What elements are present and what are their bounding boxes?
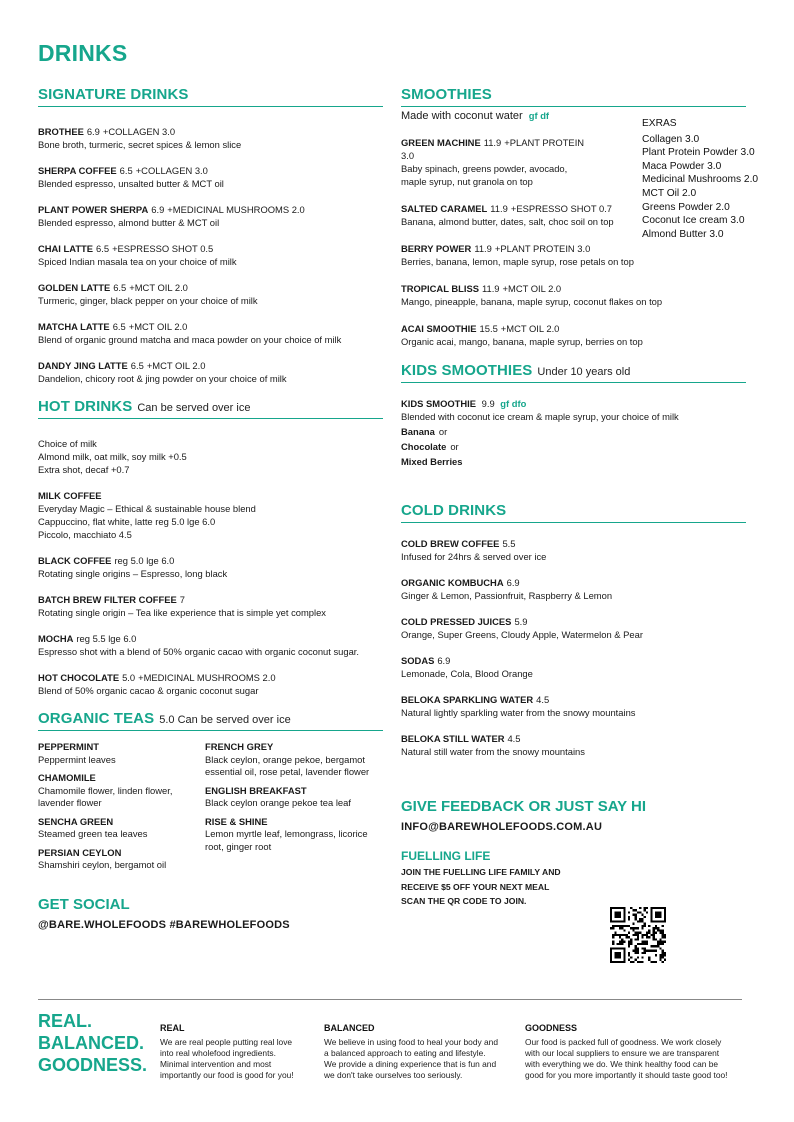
social-title: GET SOCIAL <box>38 895 130 913</box>
item-name: ACAI SMOOTHIE <box>401 323 477 334</box>
value-line: importantly our food is good for you! <box>160 1070 294 1080</box>
milk-coffee-name: MILK COFFEE <box>38 490 102 501</box>
tea-item <box>38 816 205 841</box>
menu-item <box>38 203 383 229</box>
kids-tags: gf dfo <box>500 398 527 409</box>
kids-option-name: Banana <box>401 426 435 437</box>
item-price: 6.5 <box>96 243 110 254</box>
item-price: 6.5 <box>119 165 133 176</box>
fuelling-title: FUELLING LIFE <box>401 849 491 863</box>
extras-item: Maca Powder 3.0 <box>642 160 722 172</box>
kids-title: KIDS SMOOTHIES <box>401 362 533 379</box>
item-extra: +MCT OIL 2.0 <box>129 282 188 293</box>
item-desc: Natural lightly sparkling water from the snowy mountains <box>401 707 636 718</box>
value-line: into real wholefood ingredients. <box>160 1048 276 1058</box>
item-desc: Espresso shot with a blend of 50% organic cacao with organic coconut sugar. <box>38 646 360 657</box>
item-price: 11.9 <box>483 137 502 148</box>
item-desc: Berries, banana, lemon, maple syrup, rose petals on top <box>401 256 634 267</box>
milk-line: Choice of milk <box>38 438 97 449</box>
item-name: BERRY POWER <box>401 243 472 254</box>
item-price: 11.9 <box>474 243 492 254</box>
item-name: TROPICAL BLISS <box>401 283 479 294</box>
social-block <box>38 896 383 931</box>
menu-item <box>38 164 383 190</box>
menu-item <box>401 693 746 719</box>
item-desc: Rotating single origin – Tea like experience that is simple yet complex <box>38 607 326 618</box>
milk-coffee-line: Cappuccino, flat white, latte reg 5.0 lge 6.0 <box>38 516 216 527</box>
signature-list <box>38 125 383 385</box>
hot-note: Can be served over ice <box>137 402 251 414</box>
item-desc: Banana, almond butter, dates, salt, choc soil on top <box>401 216 614 227</box>
item-price: 6.9 <box>506 577 520 588</box>
value-line: Our food is packed full of goodness. We work closely <box>525 1037 722 1047</box>
item-desc: Ginger & Lemon, Passionfruit, Raspberry & Lemon <box>401 590 613 601</box>
kids-item <box>401 397 746 469</box>
value-line: we don't take ourselves too seriously. <box>324 1070 463 1080</box>
hot-list <box>38 554 383 697</box>
kids-option-name: Chocolate <box>401 441 447 452</box>
item-desc: Blend of organic ground matcha and maca powder on your choice of milk <box>38 334 342 345</box>
qr-code-icon[interactable] <box>610 907 666 963</box>
menu-item <box>401 576 746 602</box>
fuelling-block <box>401 849 746 909</box>
milk-coffee <box>38 489 383 541</box>
item-price: reg 5.0 lge 6.0 <box>114 555 175 566</box>
item-name: BELOKA STILL WATER <box>401 733 505 744</box>
item-desc: Lemonade, Cola, Blood Orange <box>401 668 533 679</box>
teas-left-column <box>38 741 205 878</box>
item-name: DANDY JING LATTE <box>38 360 128 371</box>
item-price: 7 <box>179 594 185 605</box>
tea-item <box>205 741 372 779</box>
kids-option-name: Mixed Berries <box>401 456 463 467</box>
item-price: 11.9 <box>490 203 508 214</box>
tea-desc: Chamomile flower, linden flower, lavender flower <box>38 784 173 808</box>
item-desc: Turmeric, ginger, black pepper on your choice of milk <box>38 295 258 306</box>
item-extra: +MEDICINAL MUSHROOMS 2.0 <box>167 204 305 215</box>
kids-option-sep: or <box>450 441 459 452</box>
value-line: Minimal intervention and most <box>160 1059 272 1069</box>
value-line: a balanced approach to eating and lifestyle. <box>324 1048 486 1058</box>
tea-name: FRENCH GREY <box>205 741 274 752</box>
milk-line: Extra shot, decaf +0.7 <box>38 464 130 475</box>
item-extra: +ESPRESSO SHOT 0.5 <box>112 243 214 254</box>
value-line: with our local suppliers to ensure we are transparent <box>525 1048 720 1058</box>
item-price: 5.9 <box>514 616 528 627</box>
menu-item <box>38 671 383 697</box>
extras-item: Collagen 3.0 <box>642 133 700 145</box>
tea-desc: Peppermint leaves <box>38 753 116 765</box>
tea-desc: Steamed green tea leaves <box>38 828 148 839</box>
footer-tagline <box>38 1010 147 1076</box>
kids-header <box>401 362 746 383</box>
item-price: 6.9 <box>437 655 451 666</box>
extras-item: MCT Oil 2.0 <box>642 187 697 199</box>
kids-desc: Blended with coconut ice cream & maple syrup, your choice of milk <box>401 411 679 422</box>
menu-item <box>401 322 746 348</box>
menu-item <box>38 593 383 619</box>
item-extra: +MCT OIL 2.0 <box>146 360 206 371</box>
item-name: BATCH BREW FILTER COFFEE <box>38 594 177 605</box>
smoothies-title: SMOOTHIES <box>401 86 492 103</box>
item-desc: Blended espresso, unsalted butter & MCT oil <box>38 178 224 189</box>
item-price: 6.5 <box>130 360 144 371</box>
tea-desc: Shamshiri ceylon, bergamot oil <box>38 859 167 870</box>
item-extra: +MCT OIL 2.0 <box>500 323 560 334</box>
item-desc: Baby spinach, greens powder, avocado, maple syrup, nut granola on top <box>401 163 568 187</box>
tea-item <box>38 741 205 766</box>
item-extra: +PLANT PROTEIN 3.0 <box>494 243 591 254</box>
left-column <box>38 86 383 931</box>
fuelling-line: RECEIVE $5 OFF YOUR NEXT MEAL <box>401 881 550 892</box>
hot-title: HOT DRINKS <box>38 398 133 415</box>
kids-options <box>401 424 746 469</box>
extras-item: Medicinal Mushrooms 2.0 <box>642 174 759 186</box>
kids-option <box>401 439 746 454</box>
extras-list <box>642 117 758 241</box>
item-name: CHAI LATTE <box>38 243 94 254</box>
teas-header <box>38 710 383 731</box>
tagline-line: GOODNESS. <box>38 1055 148 1075</box>
menu-item <box>401 732 746 758</box>
item-desc: Spiced Indian masala tea on your choice of milk <box>38 256 237 267</box>
menu-item <box>38 242 383 268</box>
tea-desc: Black ceylon, orange pekoe, bergamot essential oil, rose petal, lavender flower <box>205 753 370 777</box>
item-desc: Bone broth, turmeric, secret spices & lemon slice <box>38 139 242 150</box>
item-price: 15.5 <box>479 323 498 334</box>
item-desc: Rotating single origins – Espresso, long black <box>38 568 228 579</box>
tea-desc: Black ceylon orange pekoe tea leaf <box>205 797 351 808</box>
item-extra: +MEDICINAL MUSHROOMS 2.0 <box>138 672 276 683</box>
extras-item: Greens Powder 2.0 <box>642 201 730 213</box>
menu-item <box>401 136 591 188</box>
hot-header <box>38 398 383 419</box>
milk-coffee-line: Everyday Magic – Ethical & sustainable house blend <box>38 503 256 514</box>
item-extra: +COLLAGEN 3.0 <box>135 165 208 176</box>
menu-item <box>38 554 383 580</box>
value-balanced <box>324 1023 498 1081</box>
item-price: 5.5 <box>502 538 516 549</box>
tea-name: PEPPERMINT <box>38 741 99 752</box>
value-title: BALANCED <box>324 1023 375 1033</box>
extras-item: Plant Protein Powder 3.0 <box>642 147 755 159</box>
cold-header <box>401 502 746 523</box>
value-real <box>160 1023 294 1081</box>
menu-item <box>38 632 383 658</box>
item-extra: +PLANT PROTEIN 3.0 <box>401 137 585 161</box>
menu-item <box>38 320 383 346</box>
item-name: SHERPA COFFEE <box>38 165 117 176</box>
tagline-line: BALANCED. <box>38 1033 144 1053</box>
page-title: DRINKS <box>38 40 128 66</box>
item-name: COLD PRESSED JUICES <box>401 616 512 627</box>
kids-price: 9.9 <box>481 398 495 409</box>
item-extra: +MCT OIL 2.0 <box>128 321 188 332</box>
item-name: GREEN MACHINE <box>401 137 481 148</box>
fuelling-text <box>401 865 746 909</box>
item-extra: +ESPRESSO SHOT 0.7 <box>510 203 613 214</box>
smoothies-header <box>401 86 746 107</box>
item-name: PLANT POWER SHERPA <box>38 204 149 215</box>
feedback-title: GIVE FEEDBACK OR JUST SAY HI <box>401 798 647 815</box>
kids-option-sep: or <box>438 426 448 437</box>
tea-name: PERSIAN CEYLON <box>38 846 122 858</box>
item-name: BROTHEE <box>38 126 84 137</box>
milk-options <box>38 437 383 476</box>
item-name: HOT CHOCOLATE <box>38 672 120 683</box>
milk-coffee-line: Piccolo, macchiato 4.5 <box>38 529 132 540</box>
tea-item <box>205 816 372 854</box>
milk-line: Almond milk, oat milk, soy milk +0.5 <box>38 451 187 462</box>
item-name: MOCHA <box>38 633 74 644</box>
item-desc: Blended espresso, almond butter & MCT oil <box>38 217 220 228</box>
smoothies-intro-tags: gf df <box>528 110 550 121</box>
tea-item <box>38 772 205 810</box>
item-desc: Dandelion, chicory root & jing powder on your choice of milk <box>38 373 287 384</box>
cold-list <box>401 537 746 758</box>
item-name: BLACK COFFEE <box>38 555 112 566</box>
item-price: 5.0 <box>122 672 136 683</box>
item-price: 4.5 <box>507 733 521 744</box>
item-price: 6.9 <box>86 126 100 137</box>
menu-item <box>401 282 746 308</box>
menu-item <box>401 654 746 680</box>
value-line: We provide a dining experience that is fun and <box>324 1059 497 1069</box>
item-desc: Orange, Super Greens, Cloudy Apple, Watermelon & Pear <box>401 629 643 640</box>
item-extra: +MCT OIL 2.0 <box>502 283 562 294</box>
teas-title: ORGANIC TEAS <box>38 710 155 727</box>
extras-item: Almond Butter 3.0 <box>642 228 724 240</box>
item-name: SALTED CARAMEL <box>401 203 488 214</box>
menu-item <box>38 359 383 385</box>
value-title: REAL <box>160 1023 185 1033</box>
menu-item <box>38 125 383 151</box>
value-line: We are real people putting real love <box>160 1037 293 1047</box>
item-name: ORGANIC KOMBUCHA <box>401 577 504 588</box>
value-line: good for you more importantly it should taste good too! <box>525 1070 728 1080</box>
fuelling-line: JOIN THE FUELLING LIFE FAMILY AND <box>401 867 561 877</box>
tagline-line: REAL. <box>38 1011 92 1031</box>
tea-name: ENGLISH BREAKFAST <box>205 784 307 796</box>
signature-header <box>38 86 383 107</box>
fuelling-line: SCAN THE QR CODE TO JOIN. <box>401 896 527 906</box>
item-price: 6.9 <box>151 204 165 215</box>
item-name: GOLDEN LATTE <box>38 282 111 293</box>
value-title: GOODNESS <box>525 1023 578 1033</box>
value-line: We believe in using food to heal your body and <box>324 1037 498 1047</box>
kids-option <box>401 424 746 439</box>
tea-desc: Lemon myrtle leaf, lemongrass, licorice root, ginger root <box>205 828 368 852</box>
extras-title: EXRAS <box>642 118 677 129</box>
item-price: 6.5 <box>112 321 126 332</box>
item-desc: Infused for 24hrs & served over ice <box>401 551 547 562</box>
cold-title: COLD DRINKS <box>401 502 507 519</box>
social-handles: @BARE.WHOLEFOODS #BAREWHOLEFOODS <box>38 918 290 931</box>
menu-item <box>401 537 746 563</box>
item-extra: +COLLAGEN 3.0 <box>102 126 176 137</box>
feedback-email[interactable]: INFO@BAREWHOLEFOODS.COM.AU <box>401 821 603 833</box>
tea-name: SENCHA GREEN <box>38 815 114 827</box>
footer-divider <box>38 999 742 1000</box>
kids-name: KIDS SMOOTHIE <box>401 398 477 409</box>
item-desc: Blend of 50% organic cacao & organic coconut sugar <box>38 685 259 696</box>
feedback-block <box>401 798 746 833</box>
value-goodness <box>525 1023 728 1081</box>
kids-note: Under 10 years old <box>537 366 631 378</box>
item-desc: Natural still water from the snowy mountains <box>401 746 585 757</box>
extras-item: Coconut Ice cream 3.0 <box>642 215 745 227</box>
item-name: MATCHA LATTE <box>38 321 110 332</box>
item-name: COLD BREW COFFEE <box>401 538 500 549</box>
item-price: 11.9 <box>481 283 500 294</box>
item-desc: Organic acai, mango, banana, maple syrup, berries on top <box>401 336 643 347</box>
tea-item <box>205 785 372 810</box>
item-name: BELOKA SPARKLING WATER <box>401 694 534 705</box>
smoothies-intro-text: Made with coconut water <box>401 110 523 122</box>
tea-name: RISE & SHINE <box>205 815 268 827</box>
signature-title: SIGNATURE DRINKS <box>38 86 189 103</box>
menu-item <box>401 615 746 641</box>
teas-right-column <box>205 741 372 878</box>
value-line: with everything we do. We think healthy food can be <box>525 1059 719 1069</box>
teas-grid <box>38 741 383 878</box>
item-price: 4.5 <box>536 694 550 705</box>
tea-name: CHAMOMILE <box>38 772 96 783</box>
menu-item <box>38 281 383 307</box>
item-price: 6.5 <box>113 282 127 293</box>
kids-option <box>401 454 746 469</box>
menu-item <box>401 242 746 268</box>
item-price: reg 5.5 lge 6.0 <box>76 633 137 644</box>
item-desc: Mango, pineapple, banana, maple syrup, coconut flakes on top <box>401 296 663 307</box>
tea-item <box>38 847 205 872</box>
item-name: SODAS <box>401 655 435 666</box>
teas-note: 5.0 Can be served over ice <box>159 714 291 726</box>
